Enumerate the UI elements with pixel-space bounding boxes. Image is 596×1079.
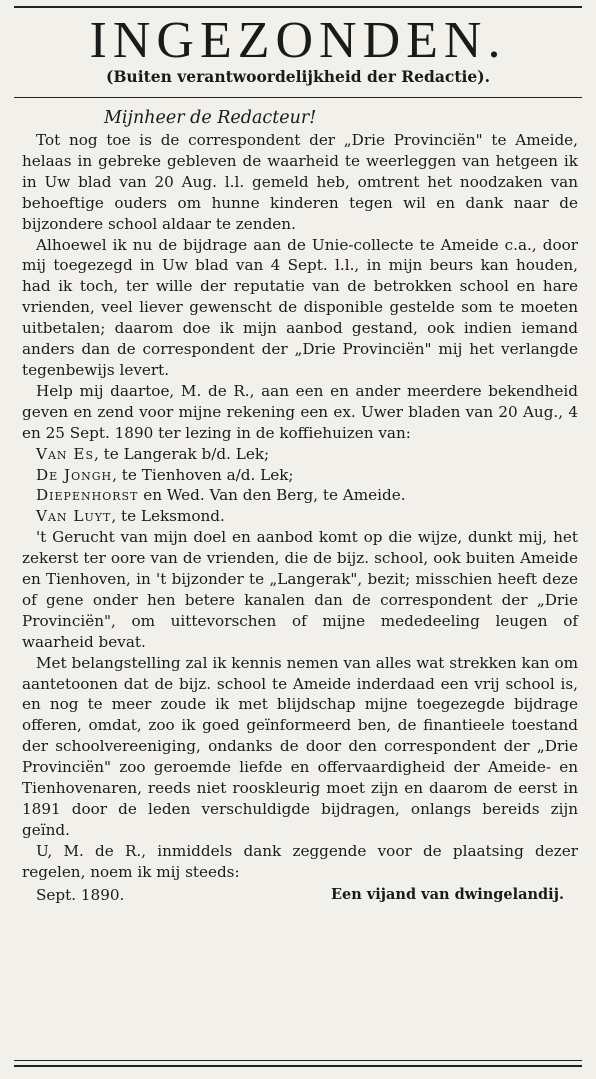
list-name: Van Luyt <box>36 507 112 526</box>
list-item <box>22 485 578 506</box>
headline: INGEZONDEN. <box>89 12 507 69</box>
list-rest: , te Langerak b/d. Lek; <box>94 444 270 463</box>
salutation: Mijnheer de Redacteur! <box>104 108 317 128</box>
section-divider <box>14 97 582 98</box>
list-name: De Jongh <box>36 465 113 484</box>
subheadline: (Buiten verantwoordelijkheid der Redactie). <box>105 67 490 86</box>
paragraph-6: U, M. de R., inmiddels dank zeggende voor de plaatsing dezer regelen, noem ik mij steeds: <box>22 841 578 881</box>
list-name: Van Es <box>36 444 94 463</box>
list-item <box>22 506 578 527</box>
letter-body <box>22 107 578 906</box>
list-item <box>22 444 578 465</box>
signature-line <box>22 885 578 906</box>
list-rest: en Wed. Van den Berg, te Ameide. <box>138 486 406 505</box>
signature: Een vijand van dwingelandij. <box>330 885 564 903</box>
list-rest: , te Tienhoven a/d. Lek; <box>112 465 294 484</box>
letter-date: Sept. 1890. <box>36 885 125 904</box>
top-rule <box>14 6 582 8</box>
list-name: Diepenhorst <box>36 486 139 505</box>
paragraph-3: Help mij daartoe, M. de R., aan een en ander meerdere bekendheid geven en zend voor mijne rekening een ex. Uwer bladen van 20 Aug., 4 en 25 Sept. 1890 ter lezing in de koffiehuizen van: <box>22 381 578 442</box>
paragraph-2: Alhoewel ik nu de bijdrage aan de Unie-collecte te Ameide c.a., door mij toegezegd in Uw blad van 4 Sept. l.l., in mijn beurs kan houden, had ik toch, ter wille der reputatie van de betrokken school en hare vrienden, veel liever gewenscht de disponible gestelde som te moeten uitbetalen; daarom doe ik mijn aanbod gestand, ook indien iemand anders dan de correspondent der „Drie Provinciën" mij het verlangde tegenbewijs levert. <box>22 235 578 379</box>
list-rest: , te Leksmond. <box>111 507 225 526</box>
paragraph-5: Met belangstelling zal ik kennis nemen van alles wat strekken kan om aantetoonen dat de bijz. school te Ameide inderdaad een vrij school is, en nog te meer zoude ik met blijdschap mijne toegezegde bijdrage offeren, omdat, zoo ik goed geïnformeerd ben, de finantieele toestand der schoolvereeniging, ondanks de door den correspondent der „Drie Provinciën" zoo geroemde liefde en offervaardigheid der Ameide- en Tienhovenaren, reeds niet rooskleurig moet zijn en daarom de eerst in 1891 door de leden verschuldigde bijdragen, onlangs bereids zijn geïnd. <box>22 653 578 839</box>
bottom-rule-thin <box>14 1060 582 1061</box>
list-item <box>22 465 578 486</box>
bottom-rule-thick <box>14 1065 582 1067</box>
paragraph-4: 't Gerucht van mijn doel en aanbod komt op die wijze, dunkt mij, het zekerst ter oore van de vrienden, die de bijz. school, ook buiten Ameide en Tienhoven, in 't bijzonder te „Langerak", bezit; misschien heeft deze of gene onder hen betere kanalen dan de correspondent der „Drie Provinciën", om uittevorschen of mijne mededeeling leugen of waarheid bevat. <box>22 528 578 651</box>
paragraph-1: Tot nog toe is de correspondent der „Drie Provinciën" te Ameide, helaas in gebreke gebleven de waarheid te weerleggen van hetgeen ik in Uw blad van 20 Aug. l.l. gemeld heb, omtrent het noodzaken van behoeftige ouders om hunne kinderen tegen wil en dank naar de bijzondere school aldaar te zenden. <box>22 131 578 233</box>
